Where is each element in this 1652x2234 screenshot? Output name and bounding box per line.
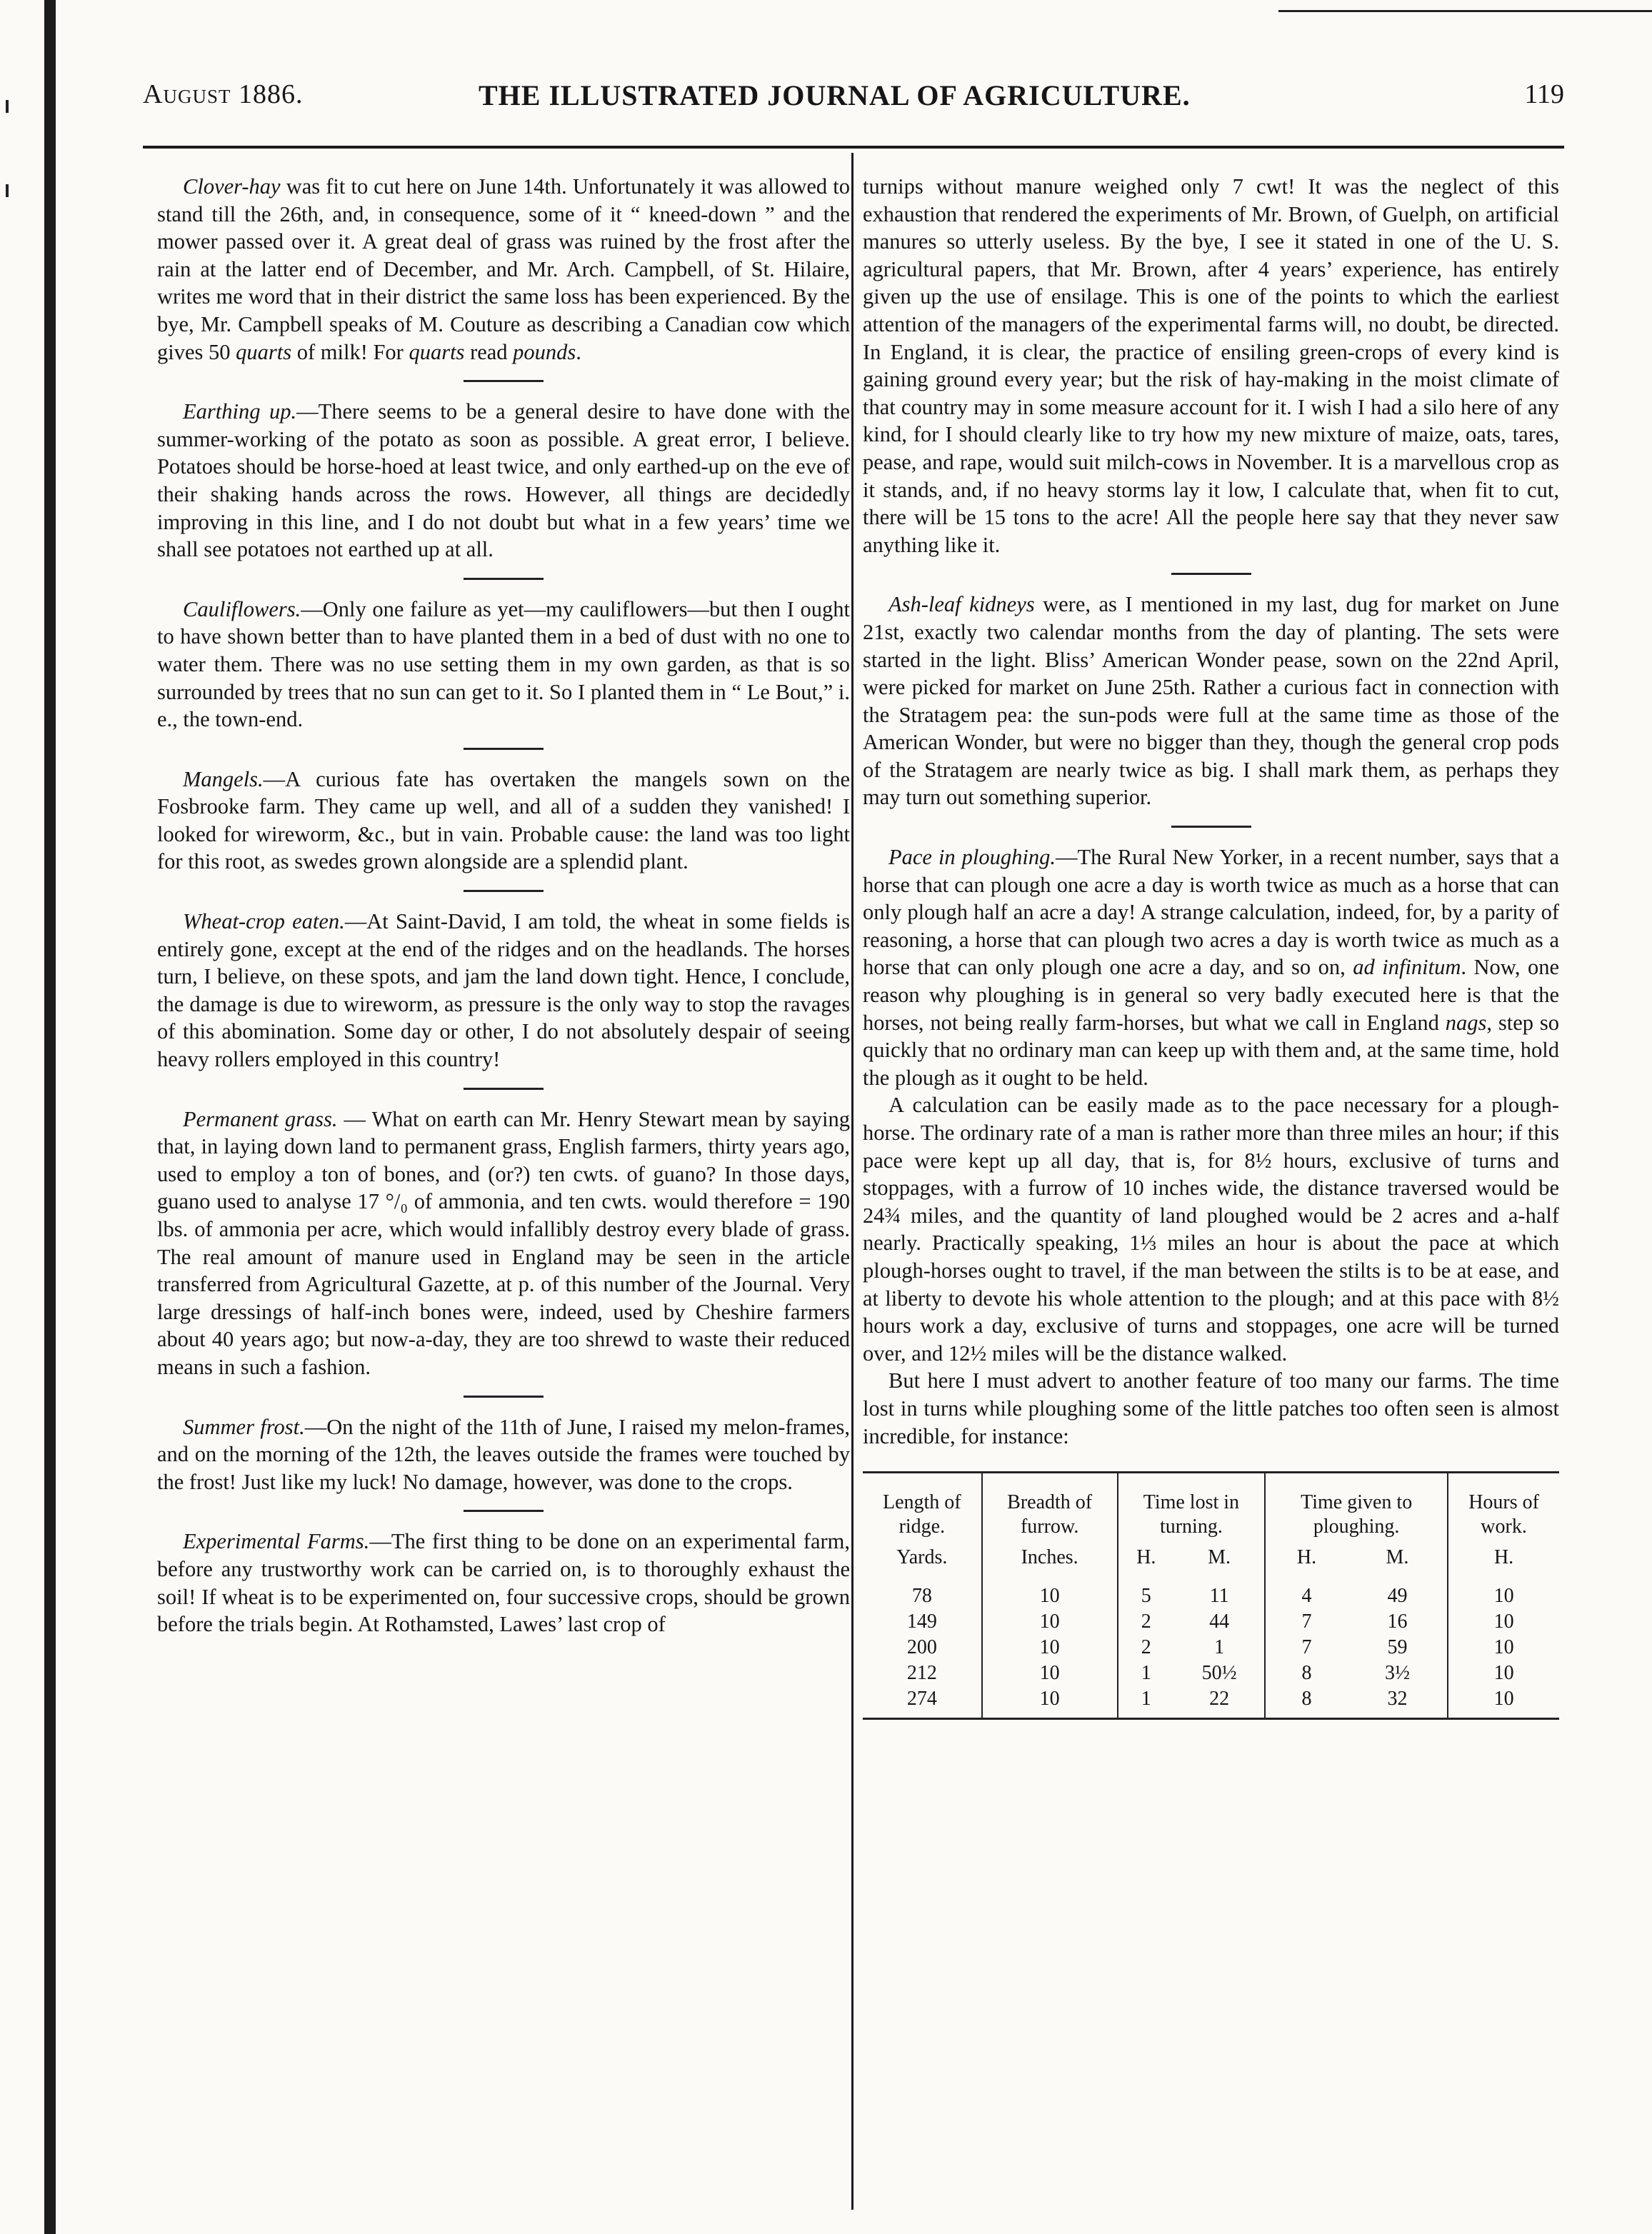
section-separator <box>1171 826 1251 828</box>
paragraph-permanent-grass: Permanent grass. — What on earth can Mr. Henry Stewart mean by saying that, in laying down land to permanent grass, English farmers, thirty years ago, used to employ a ton of bones, and (or?) ten cwts. of guano? In those days, guano used to analyse 17 °/₀ of ammonia, and ten cwts. would therefore = 190 lbs. of ammonia per acre, which would infallibly destroy every blade of grass. The real amount of manure used in England may be seen in the article transferred from Agricultural Gazette, at p. of this number of the Journal. Very large dressings of half-inch bones were, indeed, used by Cheshire farmers about 40 years ago; but now-a-day, they are too shrewd to waste their reduced means in such a fashion. <box>157 1106 850 1379</box>
table-header-row <box>863 1473 1559 1545</box>
table-row <box>863 1583 1559 1609</box>
unit-cell: Inches. <box>982 1545 1118 1583</box>
section-separator <box>464 1396 544 1398</box>
table-cell: 32 <box>1387 1688 1408 1710</box>
table-cell: 16 <box>1387 1611 1408 1633</box>
table-row <box>863 1686 1559 1718</box>
unit-cell: M. <box>1386 1546 1409 1569</box>
header-length-of-ridge: Length of ridge. <box>883 1491 961 1538</box>
paragraph-summer-frost: Summer frost.—On the night of the 11th of June, I raised my melon-frames, and on the morning of the 12th, the leaves outside the frames were touched by the frost! Just like my luck! No damage, however, was done to the crops. <box>157 1414 851 1494</box>
header-journal-title: THE ILLUSTRATED JOURNAL OF AGRICULTURE. <box>479 79 1191 111</box>
table-cell: 44 <box>1209 1611 1230 1633</box>
unit-cell: M. <box>1208 1546 1231 1569</box>
table-cell: 10 <box>1448 1635 1559 1661</box>
table-cell: 10 <box>1448 1583 1559 1609</box>
section-separator <box>464 1510 544 1512</box>
table-cell: 149 <box>906 1611 937 1633</box>
table-bottom-rule <box>863 1718 1559 1720</box>
table-units-row <box>863 1545 1559 1583</box>
section-separator <box>464 1088 544 1090</box>
table-cell: 10 <box>982 1583 1118 1609</box>
paragraph-turnips-continued: turnips without manure weighed only 7 cwt! It was the neglect of this exhaustion that rendered the experiments of Mr. Brown, of Guelph, on artificial manures so utterly useless. By the bye, I see it stated in one of the U. S. agricultural papers, that Mr. Brown, after 4 years’ experience, has entirely given up the use of ensilage. This is one of the points to which the earliest attention of the managers of the experimental farms will, no doubt, be directed. In England, it is clear, the practice of ensiling green-crops of every kind is gaining ground every year; but the risk of hay-making in the moist climate of that country may in some measure account for it. I wish I had a silo here of any kind, for I should clearly like to try how my new mixture of maize, oats, tares, pease, and rape, would suit milch-cows in November. It is a marvellous crop as it stands, and, if no heavy storms lay it low, I calculate that, when fit to cut, there will be 15 tons to the acre! All the people here say that they never saw anything like it. <box>863 174 1559 557</box>
table-cell: 274 <box>906 1688 937 1710</box>
table-cell: 10 <box>982 1686 1118 1718</box>
table-cell: 50½ <box>1201 1662 1237 1685</box>
paragraph-experimental-farms: Experimental Farms.—The first thing to be done on an experimental farm, before any trustworthy work can be carried on, is to thoroughly exhaust the soil! If wheat is to be experimented on, four successive crops, should be grown before the trials begin. At Rothamsted, Lawes’ last crop of <box>157 1529 851 1637</box>
ploughing-table <box>863 1471 1559 1720</box>
paragraph-mangels: Mangels.—A curious fate has overtaken the mangels sown on the Fosbrooke farm. They came up well, and all of a sudden they vanished! I looked for wireworm, &c., but in vain. Probable cause: the land was too light for this root, as swedes grown alongside are a splendid plant. <box>157 766 850 874</box>
section-separator <box>464 578 544 580</box>
paragraph-pace-in-ploughing: Pace in ploughing.—The Rural New Yorker, in a recent number, says that a horse that can plough one acre a day is worth twice as much as a horse that can only plough half an acre a day! A strange calculation, indeed, for, by a parity of reasoning, a horse that can plough two acres a day is worth twice as much as a horse that can only plough one acre a day, and so on, ad infinitum. Now, one reason why ploughing is in general so very badly executed here is that the horses, not being really farm-horses, but what we call in England nags, step so quickly that no ordinary man can keep up with them and, at the same time, hold the plough as it ought to be held. <box>863 845 1559 1090</box>
table-cell: 78 <box>911 1585 932 1608</box>
table-cell: 5 <box>1118 1583 1174 1609</box>
margin-mark <box>6 184 9 197</box>
margin-mark <box>6 100 9 113</box>
table-cell: 1 <box>1214 1636 1225 1659</box>
left-column <box>157 173 850 1638</box>
header-time-lost: Time lost in turning. <box>1118 1473 1266 1545</box>
table-cell: 2 <box>1118 1635 1174 1661</box>
page-binding-edge <box>44 0 56 2234</box>
unit-cell: H. <box>1265 1545 1348 1583</box>
table-cell: 10 <box>982 1609 1118 1635</box>
paragraph-earthing-up: Earthing up.—There seems to be a general desire to have done with the summer-working of the potato as soon as possible. A great error, I believe. Potatoes should be horse-hoed at least twice, and only earthed-up on the eve of their shaking hands across the rows. However, all things are decidedly improving in this line, and I do not doubt but what in a few years’ time we shall see potatoes not earthed up at all. <box>157 399 850 562</box>
unit-cell: H. <box>1118 1545 1174 1583</box>
header-breadth-of-furrow: Breadth of furrow. <box>982 1473 1118 1545</box>
column-divider <box>851 153 853 2210</box>
table-cell: 7 <box>1265 1635 1348 1661</box>
table-cell: 10 <box>1448 1686 1559 1718</box>
table-cell: 10 <box>982 1661 1118 1686</box>
table-cell: 22 <box>1209 1688 1230 1710</box>
table-row <box>863 1635 1559 1661</box>
paragraph-plough-calculation: A calculation can be easily made as to the pace necessary for a plough-horse. The ordinary rate of a man is rather more than three miles an hour; if this pace were kept up all day, that is, for 8½ hours, exclusive of turns and stoppages, with a furrow of 10 inches wide, the distance traversed would be 24¾ miles, and the quantity of land ploughed would be 2 acres and a-half nearly. Practically speaking, 1⅓ miles an hour is about the pace at which plough-horses ought to travel, if the man between the stilts is to be at ease, and at liberty to devote his whole attention to the plough; and at this pace with 8½ hours work a day, exclusive of turns and stoppages, one acre will be turned over, and 12½ miles will be the distance walked. <box>863 1093 1559 1366</box>
table-cell: 10 <box>982 1635 1118 1661</box>
table-row <box>863 1609 1559 1635</box>
paragraph-wheat-crop: Wheat-crop eaten.—At Saint-David, I am told, the wheat in some fields is entirely gone, except at the end of the ridges and on the headlands. The horses turn, I believe, on these spots, and jam the land down tight. Hence, I conclude, the damage is due to wireworm, as pressure is the only way to stop the ravages of this abomination. Some day or other, I do not absolutely despair of seeing heavy rollers employed in this country! <box>157 909 850 1072</box>
unit-cell: Yards. <box>896 1546 948 1569</box>
section-separator <box>464 380 544 382</box>
table-cell: 200 <box>906 1636 937 1659</box>
paragraph-time-lost-turns: But here I must advert to another feature of too many our farms. The time lost in turns while ploughing some of the little patches too often seen is almost incredible, for instance: <box>863 1368 1559 1448</box>
table-cell: 2 <box>1118 1609 1174 1635</box>
table-cell: 4 <box>1265 1583 1348 1609</box>
section-separator <box>464 890 544 892</box>
table-cell: 8 <box>1265 1661 1348 1686</box>
table-cell: 49 <box>1387 1585 1408 1608</box>
paragraph-ash-leaf-kidneys: Ash-leaf kidneys were, as I mentioned in my last, dug for market on June 21st, exactly two calendar months from the day of planting. The sets were started in the light. Bliss’ American Wonder pease, sown on the 22nd April, were picked for market on June 25th. Rather a curious fact in connection with the Stratagem pea: the sun-pods were full at the same time as those of the American Wonder, but were no bigger than they, though the general crop pods of the Stratagem are nearly twice as big. I shall mark them, as perhaps they may turn out something superior. <box>863 592 1559 810</box>
table-cell: 1 <box>1118 1661 1174 1686</box>
table-cell: 212 <box>906 1662 937 1685</box>
paragraph-cauliflowers: Cauliflowers.—Only one failure as yet—my cauliflowers—but then I ought to have shown better than to have planted them in a bed of dust with no one to water them. There was no use setting them in my own garden, as that is so surrounded by trees that no sun can get to it. So I planted them in “ Le Bout,” i. e., the town-end. <box>157 596 850 732</box>
table-cell: 3½ <box>1384 1662 1410 1685</box>
table-cell: 1 <box>1118 1686 1174 1718</box>
right-column <box>863 173 1559 1720</box>
header-date: August 1886. <box>143 79 304 109</box>
table-cell: 10 <box>1448 1609 1559 1635</box>
header-time-given: Time given to ploughing. <box>1265 1473 1448 1545</box>
unit-cell: H. <box>1448 1545 1559 1583</box>
table-cell: 59 <box>1387 1636 1408 1659</box>
running-header <box>143 79 1564 119</box>
table-cell: 8 <box>1265 1686 1348 1718</box>
top-edge-rule <box>1278 10 1652 12</box>
table-row <box>863 1661 1559 1686</box>
ploughing-data-table <box>863 1473 1559 1718</box>
paragraph-clover-hay: Clover-hay was fit to cut here on June 14th. Unfortunately it was allowed to stand till the 26th, and, in consequence, some of it “ kneed-down ” and the mower passed over it. A great deal of grass was ruined by the frost after the rain at the latter end of December, and Mr. Arch. Campbell, of St. Hilaire, writes me word that in their district the same loss has been experienced. By the bye, Mr. Campbell speaks of M. Couture as describing a Canadian cow which gives 50 quarts of milk! For quarts read pounds. <box>157 174 850 364</box>
table-cell: 10 <box>1448 1661 1559 1686</box>
section-separator <box>1171 573 1251 575</box>
table-cell: 7 <box>1265 1609 1348 1635</box>
header-hours-of-work: Hours of work. <box>1448 1473 1559 1545</box>
section-separator <box>464 748 544 750</box>
table-cell: 11 <box>1209 1585 1229 1608</box>
header-page-number: 119 <box>1524 79 1564 109</box>
header-rule <box>143 146 1564 149</box>
